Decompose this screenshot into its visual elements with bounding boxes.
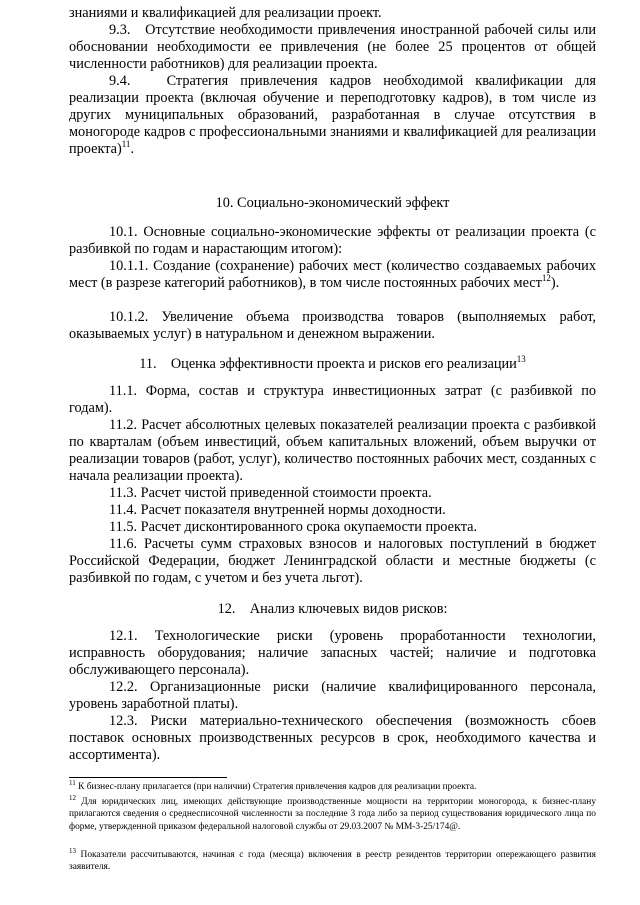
clause-10-1: 10.1. Основные социально-экономические эффекты от реализации проекта (с разбивкой по годам и нарастающим итогом): (69, 224, 596, 257)
footnote-number: 12 (69, 794, 76, 802)
clause-11-5: 11.5. Расчет дисконтированного срока окупаемости проекта. (109, 519, 478, 535)
clause-11-2: 11.2. Расчет абсолютных целевых показателей реализации проекта с разбивкой по кварталам (объем инвестиций, объем капитальных вложений, объем выручки от реализации товаров (работ, услуг), количество постоянных рабочих мест, созданных с начала реализации проекта). (69, 417, 596, 484)
clause-10-1-1-text: 10.1.1. Создание (сохранение) рабочих мест (количество создаваемых рабочих мест (в разрезе категорий работников), в том числе постоянных рабочих мест (69, 258, 596, 291)
section-heading-11 (69, 356, 596, 373)
clause-9-4-tail: . (130, 141, 135, 157)
footnote-ref-12: 12 (541, 273, 551, 283)
clause-12-3: 12.3. Риски материально-технического обеспечения (возможность сбоев поставок основных производственных ресурсов в срок, необходимого качества и ассортимента). (69, 713, 596, 763)
clause-9-3: 9.3. Отсутствие необходимости привлечения иностранной рабочей силы или обосновании необходимости ее привлечения (не более 25 процентов от общей численности работников) для реализации проекта. (69, 22, 596, 72)
footnote-ref-11: 11 (121, 139, 131, 149)
clause-9-4-text: 9.4. Стратегия привлечения кадров необходимой квалификации для реализации проекта (включая обучение и переподготовку кадров), в том числе из других муниципальных образований, разработанная в случае отсутствия в моногороде кадров с профессиональными знаниями и квалификацией для реализации проекта) (69, 73, 596, 157)
footnote-separator (69, 777, 227, 778)
footnote-number: 11 (69, 779, 76, 787)
clause-11-6: 11.6. Расчеты сумм страховых взносов и налоговых поступлений в бюджет Российской Федерации, бюджет Ленинградской области и местные бюджеты (с разбивкой по годам, с учетом и без учета льгот). (69, 536, 596, 586)
section-heading-10: 10. Социально-экономический эффект (215, 195, 450, 211)
footnote-13 (69, 849, 596, 874)
footnote-12 (69, 796, 596, 833)
clause-9-4 (69, 73, 596, 158)
clause-10-1-1 (69, 258, 596, 292)
section-heading-12: 12. Анализ ключевых видов рисков: (217, 601, 448, 617)
clause-11-4: 11.4. Расчет показателя внутренней нормы доходности. (109, 502, 446, 518)
clause-12-1: 12.1. Технологические риски (уровень проработанности технологии, исправность оборудования; наличие запасных частей; наличие и подготовка обслуживающего персонала). (69, 628, 596, 678)
footnote-number: 13 (69, 847, 76, 855)
footnote-text: К бизнес-плану прилагается (при наличии) Стратегия привлечения кадров для реализации проекта. (78, 782, 477, 792)
clause-12-2: 12.2. Организационные риски (наличие квалифицированного персонала, уровень заработной платы). (69, 679, 596, 712)
clause-10-1-2: 10.1.2. Увеличение объема производства товаров (выполняемых работ, оказываемых услуг) в натуральном и денежном выражении. (69, 309, 596, 342)
clause-10-1-1-tail: ). (550, 275, 560, 291)
footnote-ref-13: 13 (516, 354, 526, 364)
clause-11-3: 11.3. Расчет чистой приведенной стоимости проекта. (109, 485, 432, 501)
footnote-text: Для юридических лиц, имеющих действующие производственные мощности на территории моногорода, к бизнес-плану прилагаются сведения о среднесписочной численности за последние 3 года либо за период существования юридического лица по форме, утвержденной приказом федеральной налоговой службы от 29.03.2007 № ММ-3-25/174@. (69, 797, 597, 832)
section-heading-11-text: 11. Оценка эффективности проекта и рисков его реализации (139, 356, 517, 372)
clause-11-1: 11.1. Форма, состав и структура инвестиционных затрат (с разбивкой по годам). (69, 383, 596, 416)
paragraph-continuation: знаниями и квалификацией для реализации проект. (69, 5, 382, 21)
footnote-11 (69, 781, 596, 793)
footnote-text: Показатели рассчитываются, начиная с года (месяца) включения в реестр резидентов территории опережающего развития заявителя. (69, 850, 596, 873)
document-page (69, 0, 596, 905)
